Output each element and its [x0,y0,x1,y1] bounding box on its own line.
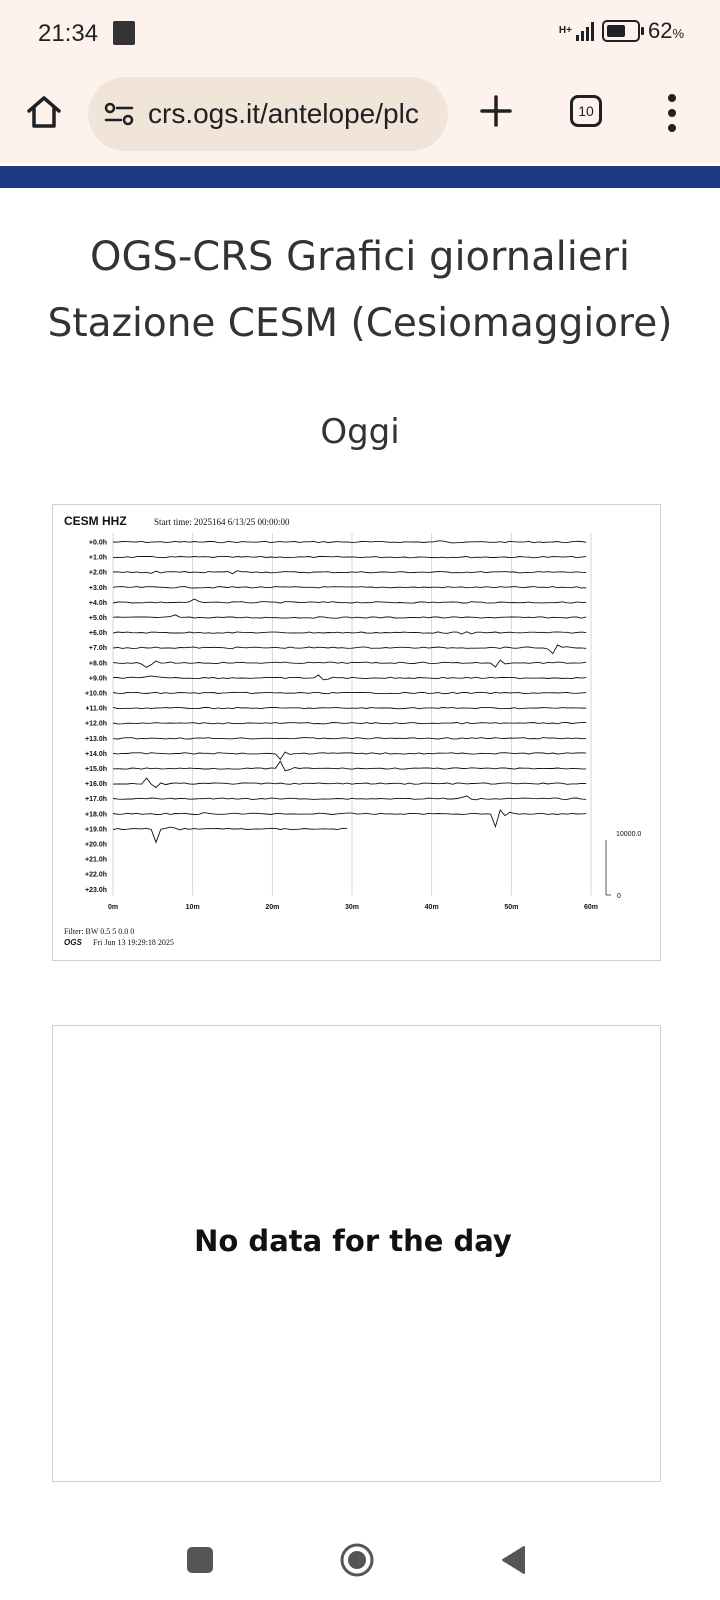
trace-line [113,660,586,667]
site-header-bar [0,166,720,188]
trace-line [113,599,586,603]
station-label: CESM HHZ [64,514,127,528]
seismogram-plot[interactable] [52,504,661,961]
row-label: +19.0h [85,826,107,834]
tab-count: 10 [578,103,594,119]
trace-line [113,675,586,680]
x-tick-label: 10m [185,904,200,911]
row-label: +10.0h [85,690,107,698]
trace-line [113,556,586,557]
second-plot-placeholder [52,1025,661,1482]
x-axis-ticks [108,904,598,911]
row-label: +4.0h [88,599,107,607]
system-nav-bar [0,1500,720,1600]
seismogram-chart [53,505,660,960]
home-icon[interactable] [24,92,64,132]
recent-apps-icon[interactable] [187,1547,213,1573]
trace-line [113,723,586,724]
row-label: +8.0h [88,660,107,668]
row-label: +7.0h [88,645,107,653]
signal-icon [576,21,594,41]
trace-line [113,615,586,618]
row-label: +20.0h [85,841,107,849]
row-label: +15.0h [85,766,107,773]
row-label: +3.0h [88,584,107,592]
footer-date: Fri Jun 13 19:29:18 2025 [93,938,174,947]
trace-line [113,738,586,739]
row-label: +13.0h [85,735,107,743]
site-settings-icon[interactable] [102,99,136,129]
url-text[interactable]: crs.ogs.it/antelope/plc [148,98,419,129]
x-tick-label: 50m [504,904,519,911]
row-label: +22.0h [85,871,107,879]
row-label: +16.0h [85,781,107,789]
x-tick-label: 20m [265,904,280,911]
trace-line [113,810,586,827]
trace-line [113,752,586,759]
footer-org: OGS [64,938,82,947]
filter-label: Filter: BW 0.5 5 0.0 0 [64,927,135,936]
battery-icon [602,20,640,42]
scale-min-label: 0 [617,893,621,900]
tab-switcher-button[interactable] [570,95,602,127]
row-label: +2.0h [88,569,107,577]
row-label: +18.0h [85,811,107,819]
trace-line [113,827,347,842]
status-indicators [559,18,684,44]
trace-line [113,571,586,574]
row-label: +11.0h [85,705,107,713]
page-title: OGS-CRS Grafici giornalieri [89,234,631,280]
status-bar [0,0,720,68]
trace-line [113,541,586,543]
scale-max-label: 10000.0 [616,831,642,838]
row-label: +9.0h [88,675,107,683]
trace-line [113,796,586,800]
address-bar[interactable] [88,77,448,151]
x-tick-label: 60m [583,904,599,911]
x-tick-label: 40m [424,904,439,911]
row-label: +6.0h [88,630,107,638]
network-type: H+ [558,25,572,36]
trace-line [113,632,586,634]
row-label: +5.0h [88,615,107,622]
trace-line [113,707,586,708]
back-icon[interactable] [500,1545,526,1575]
trace-line [113,761,586,771]
trace-line [113,645,586,654]
no-data-message: No data for the day [194,1224,512,1258]
row-label: +12.0h [85,720,107,728]
new-tab-icon[interactable] [478,93,514,129]
x-tick-label: 30m [344,904,360,911]
nav-home-icon[interactable] [339,1542,375,1578]
more-menu-icon[interactable] [666,93,678,133]
browser-toolbar [0,68,720,164]
station-title: Stazione CESM (Cesiomaggiore) [47,301,673,346]
status-time: 21:34 [38,20,99,47]
trace-line [113,692,586,693]
start-time-label: Start time: 2025164 6/13/25 00:00:00 [154,517,290,527]
trace-line [113,587,586,588]
row-label: +21.0h [85,856,107,864]
battery-percent: 62% [647,18,684,43]
notification-image-icon [113,21,135,45]
trace-line [113,778,586,787]
section-heading: Oggi [320,412,400,452]
row-label: +23.0h [85,886,107,894]
row-label: +17.0h [85,796,107,804]
row-label: +14.0h [85,750,107,758]
row-label: +0.0h [88,539,107,547]
x-tick-label: 0m [107,904,119,911]
row-label: +1.0h [88,554,107,562]
